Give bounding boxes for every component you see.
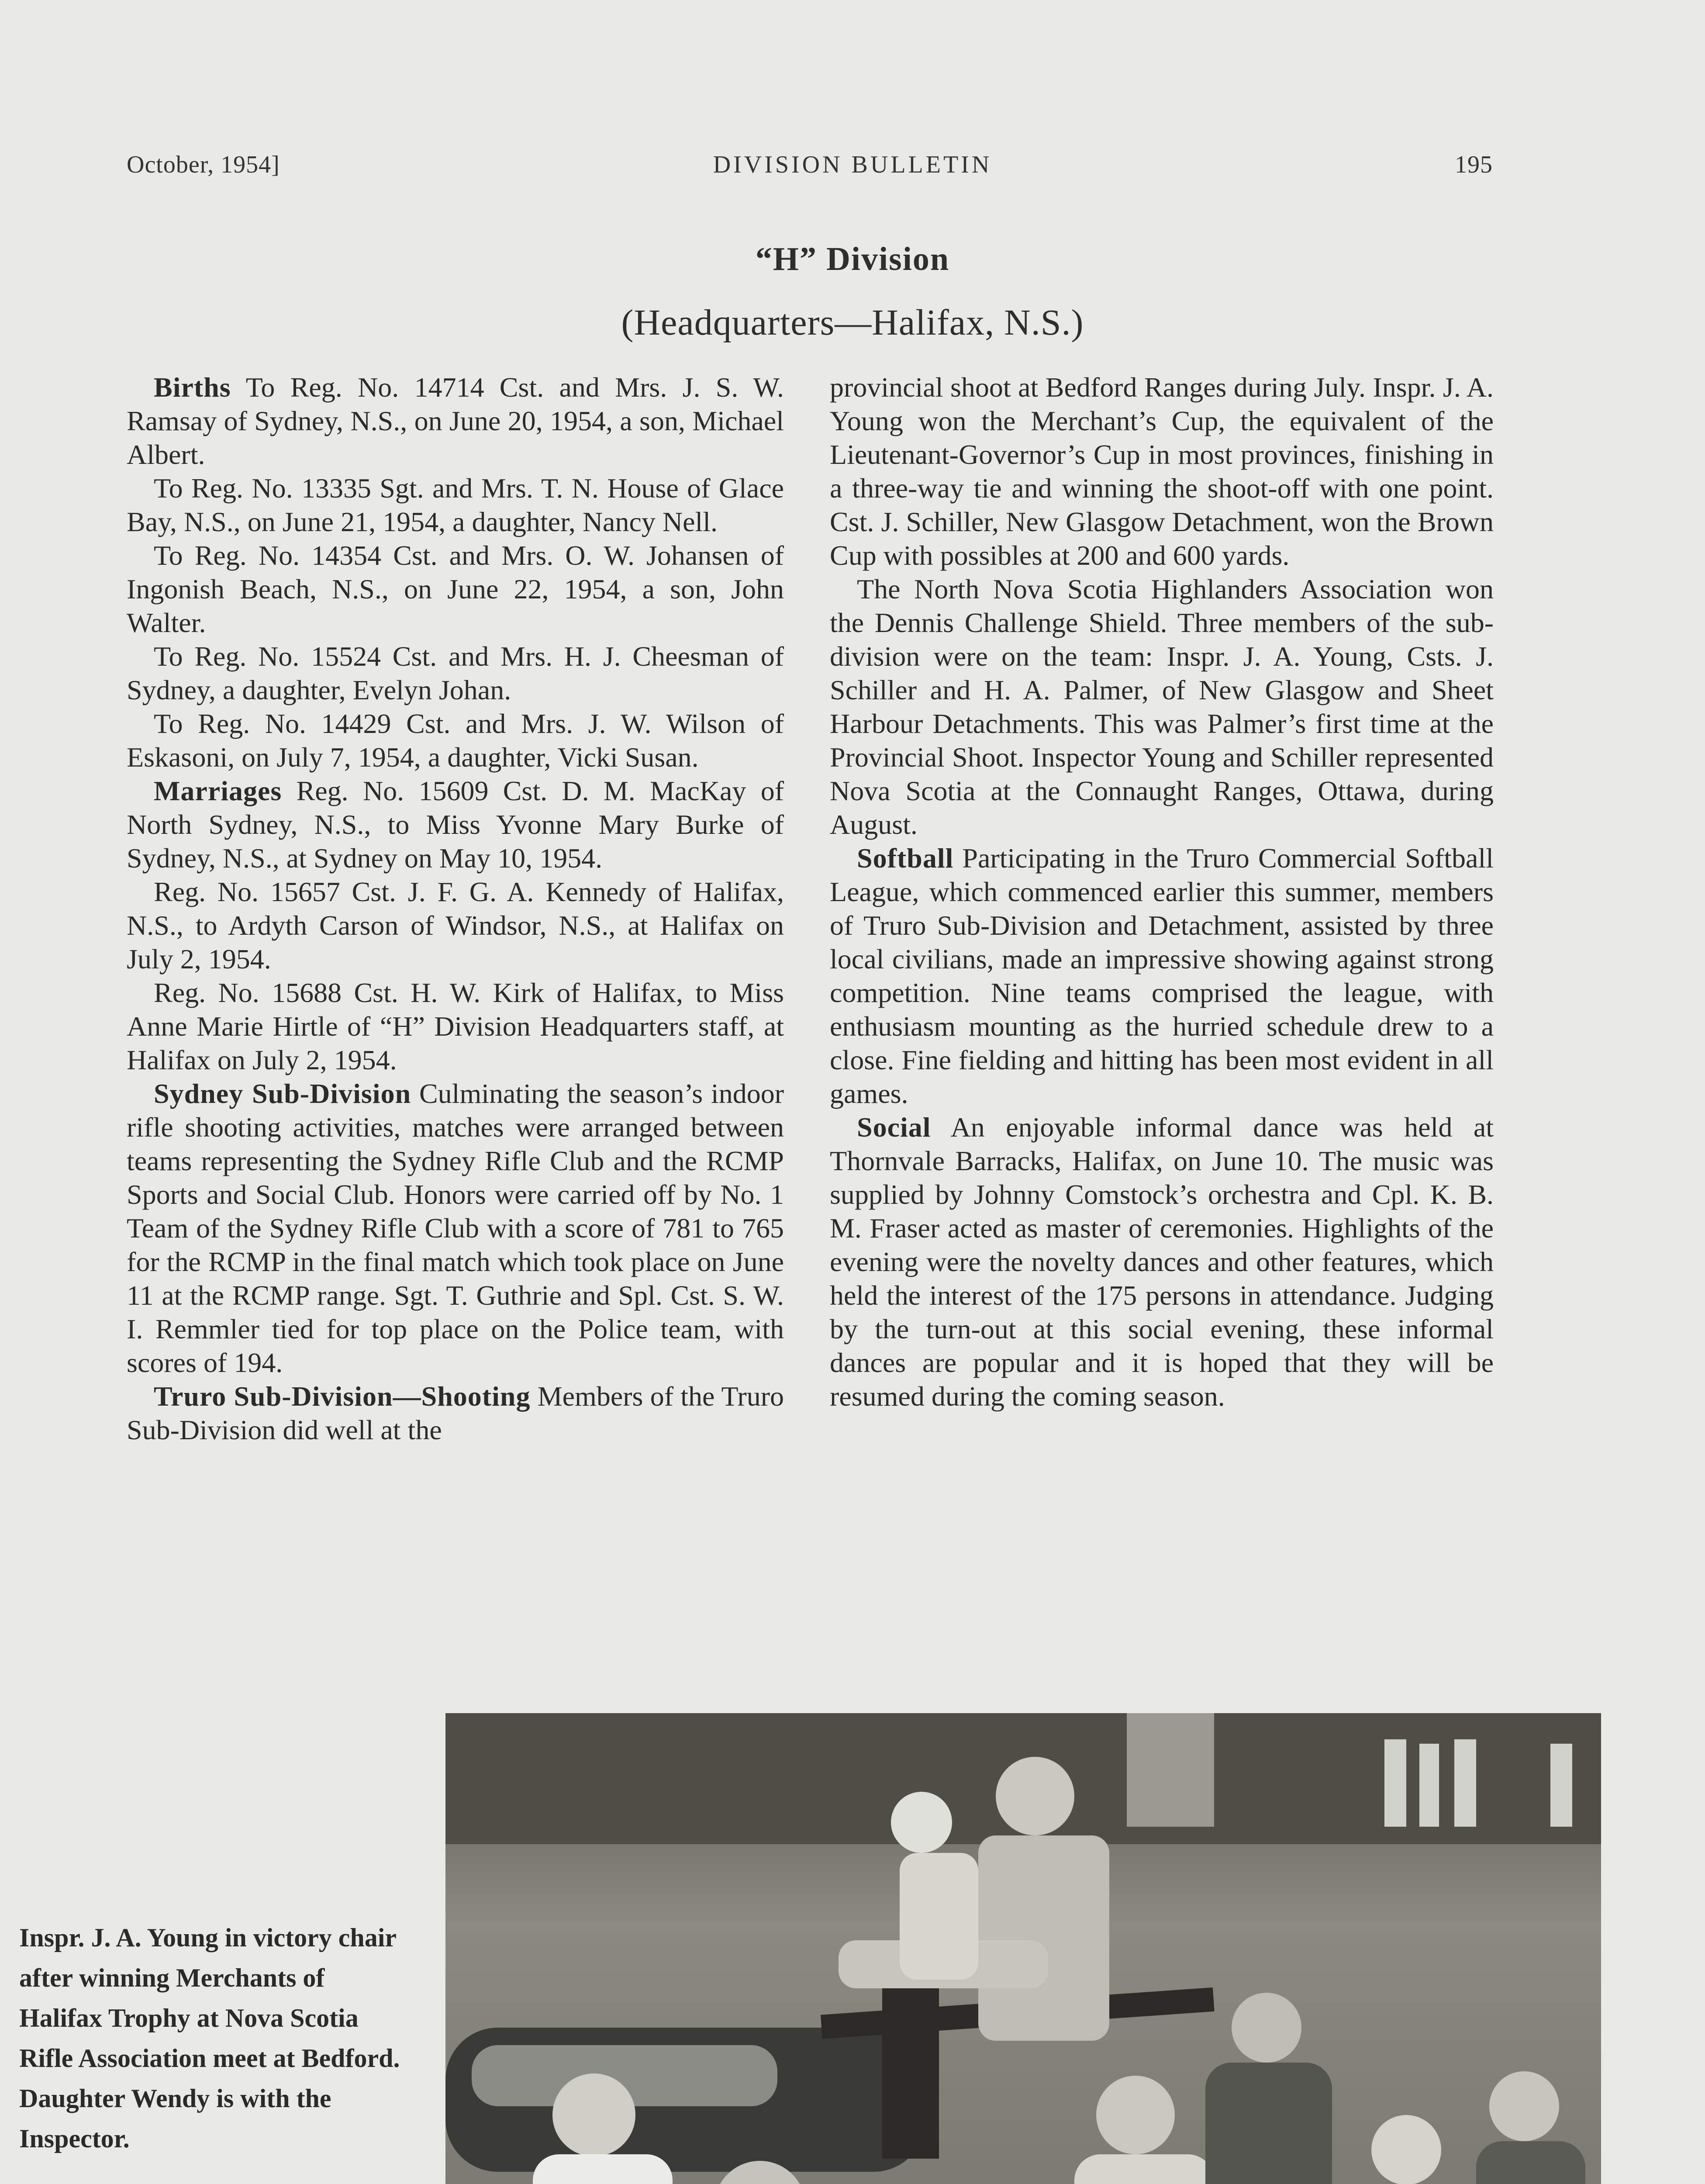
section-heading: Marriages	[154, 775, 282, 806]
header-date: October, 1954]	[127, 151, 280, 178]
section-heading: Social	[857, 1112, 931, 1143]
paragraph	[127, 976, 784, 1077]
left-column	[127, 370, 784, 1447]
paragraph-text: To Reg. No. 14429 Cst. and Mrs. J. W. Wilson of Eskasoni, on July 7, 1954, a daughter, Vicki Susan.	[127, 708, 784, 773]
paragraph	[127, 370, 784, 471]
paragraph-text: Reg. No. 15657 Cst. J. F. G. A. Kennedy of Halifax, N.S., to Ardyth Carson of Windsor, N.S., at Halifax on July 2, 1954.	[127, 876, 784, 975]
paragraph	[127, 639, 784, 707]
paragraph	[830, 370, 1494, 572]
paragraph-text: Members of the Truro Sub-Division did well at the	[127, 1381, 784, 1445]
paragraph-text: To Reg. No. 13335 Sgt. and Mrs. T. N. House of Glace Bay, N.S., on June 21, 1954, a daughter, Nancy Nell.	[127, 473, 784, 537]
paragraph	[127, 875, 784, 976]
figure-caption: Inspr. J. A. Young in victory chair after winning Merchants of Halifax Trophy at Nova Scotia Rifle Association meet at Bedford. Daughter Wendy is with the Inspector.	[19, 1923, 400, 2153]
right-column	[830, 370, 1494, 1413]
paragraph-text: Participating in the Truro Commercial Softball League, which commenced earlier this summer, members of Truro Sub-Division and Detachment, assisted by three local civilians, made an impressive showing against strong competition. Nine teams comprised the league, with enthusiasm mounting as the hurried schedule drew to a close. Fine fielding and hitting has been most evident in all games.	[830, 843, 1494, 1109]
paragraph-text: provincial shoot at Bedford Ranges during July. Inspr. J. A. Young won the Merchant’s Cup, the equivalent of the Lieutenant-Governor’s Cup in most provinces, finishing in a three-way tie and winning the shoot-off with one point. Cst. J. Schiller, New Glasgow Detachment, won the Brown Cup with possibles at 200 and 600 yards.	[830, 372, 1494, 571]
paragraph-text: An enjoyable informal dance was held at Thornvale Barracks, Halifax, on June 10. The music was supplied by Johnny Comstock’s orchestra and Cpl. K. B. M. Fraser acted as master of ceremonies. Highlights of the evening were the novelty dances and other features, which held the interest of the 175 persons in attendance. Judging by the turn-out at this social evening, these informal dances are popular and it is hoped that they will be resumed during the coming season.	[830, 1112, 1494, 1412]
paragraph	[127, 774, 784, 875]
paragraph	[830, 1110, 1494, 1413]
article-title: “H” Division	[755, 241, 950, 277]
paragraph	[127, 1077, 784, 1379]
paragraph	[830, 841, 1494, 1110]
photograph	[445, 1713, 1601, 2184]
paragraph	[830, 572, 1494, 841]
paragraph-text: To Reg. No. 14354 Cst. and Mrs. O. W. Johansen of Ingonish Beach, N.S., on June 22, 1954, a son, John Walter.	[127, 540, 784, 638]
photo-illustration	[445, 1713, 1601, 2184]
section-heading: Births	[154, 372, 231, 403]
section-heading: Sydney Sub-Division	[154, 1078, 411, 1109]
header-publication: DIVISION BULLETIN	[713, 151, 992, 178]
paragraph-text: To Reg. No. 15524 Cst. and Mrs. H. J. Cheesman of Sydney, a daughter, Evelyn Johan.	[127, 641, 784, 705]
header-page-number: 195	[1455, 151, 1493, 178]
paragraph-text: Reg. No. 15688 Cst. H. W. Kirk of Halifax, to Miss Anne Marie Hirtle of “H” Division Headquarters staff, at Halifax on July 2, 1954.	[127, 977, 784, 1075]
paragraph-text: The North Nova Scotia Highlanders Association won the Dennis Challenge Shield. Three members of the sub-division were on the team: Inspr. J. A. Young, Csts. J. Schiller and H. A. Palmer, of New Glasgow and Sheet Harbour Detachments. This was Palmer’s first time at the Provincial Shoot. Inspector Young and Schiller represented Nova Scotia at the Connaught Ranges, Ottawa, during August.	[830, 574, 1494, 840]
paragraph	[127, 707, 784, 774]
article-subtitle: (Headquarters—Halifax, N.S.)	[621, 302, 1084, 343]
paragraph-text: Reg. No. 15609 Cst. D. M. MacKay of North Sydney, N.S., to Miss Yvonne Mary Burke of Sydney, N.S., at Sydney on May 10, 1954.	[127, 775, 784, 874]
paragraph-text: Culminating the season’s indoor rifle shooting activities, matches were arranged between teams representing the Sydney Rifle Club and the RCMP Sports and Social Club. Honors were carried off by No. 1 Team of the Sydney Rifle Club with a score of 781 to 765 for the RCMP in the final match which took place on June 11 at the RCMP range. Sgt. T. Guthrie and Spl. Cst. S. W. I. Remmler tied for top place on the Police team, with scores of 194.	[127, 1078, 784, 1378]
paragraph-text: To Reg. No. 14714 Cst. and Mrs. J. S. W. Ramsay of Sydney, N.S., on June 20, 1954, a son, Michael Albert.	[127, 372, 784, 470]
paragraph	[127, 471, 784, 539]
paragraph	[127, 539, 784, 639]
section-heading: Softball	[857, 843, 954, 874]
section-heading: Truro Sub-Division—Shooting	[154, 1381, 531, 1412]
paragraph	[127, 1379, 784, 1447]
